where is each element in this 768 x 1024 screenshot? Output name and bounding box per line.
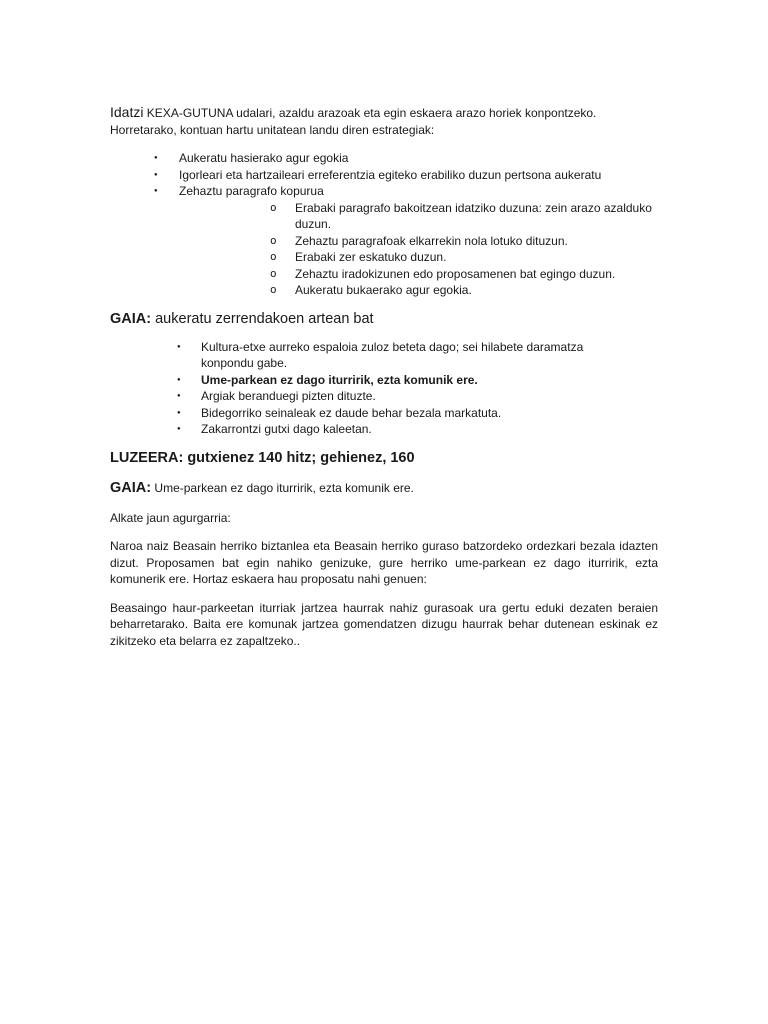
intro-instruction (110, 104, 658, 138)
substrategy-item: o Erabaki zer eskatuko duzun. (179, 249, 658, 266)
topic-item: ● Kultura-etxe aurreko espaloia zuloz beteta dago; sei hilabete daramatza konpondu gabe. (110, 339, 658, 372)
topic-item: ● Argiak beranduegi pizten dituzte. (110, 388, 658, 405)
letter-greeting: Alkate jaun agurgarria: (110, 510, 231, 525)
substrategy-item: o Zehaztu iradokizunen edo proposamenen bat egingo duzun. (179, 266, 658, 283)
letter-paragraph: Beasaingo haur-parkeetan iturriak jartzea haurrak nahiz gurasoak ura gertu eduki dezaten beraien beharretarako. Baita ere komunak jartzea gomendatzen dizugu haurrak behar dutenean eskinak ez zikitzeko eta belarra ez zapaltzeko.. (110, 600, 658, 648)
gaia-heading (110, 309, 658, 329)
intro-lead-word: Idatzi (110, 104, 144, 120)
strategy-item (110, 183, 658, 299)
intro-text: KEXA-GUTUNA udalari, azaldu arazoak eta egin eskaera arazo horiek konpontzeko. Horretarako, kontuan hartu unitatean landu diren estrategiak: (110, 106, 597, 137)
document-page (110, 104, 658, 649)
substrategy-item: o Erabaki paragrafo bakoitzean idatziko duzuna: zein arazo azalduko duzun. (179, 200, 658, 233)
substrategy-list (179, 200, 658, 299)
strategy-item: ● Aukeratu hasierako agur egokia (110, 150, 658, 167)
substrategy-item: o Aukeratu bukaerako agur egokia. (179, 282, 658, 299)
strategy-item: ● Igorleari eta hartzaileari erreferentzia egiteko erabiliko duzun pertsona aukeratu (110, 167, 658, 184)
strategy-item-label: Zehaztu paragrafo kopurua (179, 184, 324, 198)
chosen-topic (110, 478, 658, 498)
chosen-topic-label: GAIA: (110, 479, 152, 496)
substrategy-item: o Zehaztu paragrafoak elkarrekin nola lotuko dituzun. (179, 233, 658, 250)
gaia-label: GAIA: (110, 310, 152, 327)
topic-list (110, 339, 658, 438)
length-heading: LUZEERA: gutxienez 140 hitz; gehienez, 160 (110, 449, 415, 466)
topic-item: ● Ume-parkean ez dago iturririk, ezta komunik ere. (110, 372, 658, 389)
letter-paragraph: Naroa naiz Beasain herriko biztanlea eta Beasain herriko guraso batzordeko ordezkari bezala idazten dizut. Proposamen bat egin nahiko genizuke, gure herriko ume-parkean ez dago iturririk, ezta komunerik ere. Hortaz eskaera hau proposatu nahi genuen: (110, 539, 658, 586)
topic-item: ● Zakarrontzi gutxi dago kaleetan. (110, 421, 658, 438)
topic-item: ● Bidegorriko seinaleak ez daude behar bezala markatuta. (110, 405, 658, 422)
gaia-heading-text: aukeratu zerrendakoen artean bat (151, 310, 374, 327)
chosen-topic-text: Ume-parkean ez dago iturririk, ezta komunik ere. (151, 480, 414, 495)
strategy-list (110, 150, 658, 299)
